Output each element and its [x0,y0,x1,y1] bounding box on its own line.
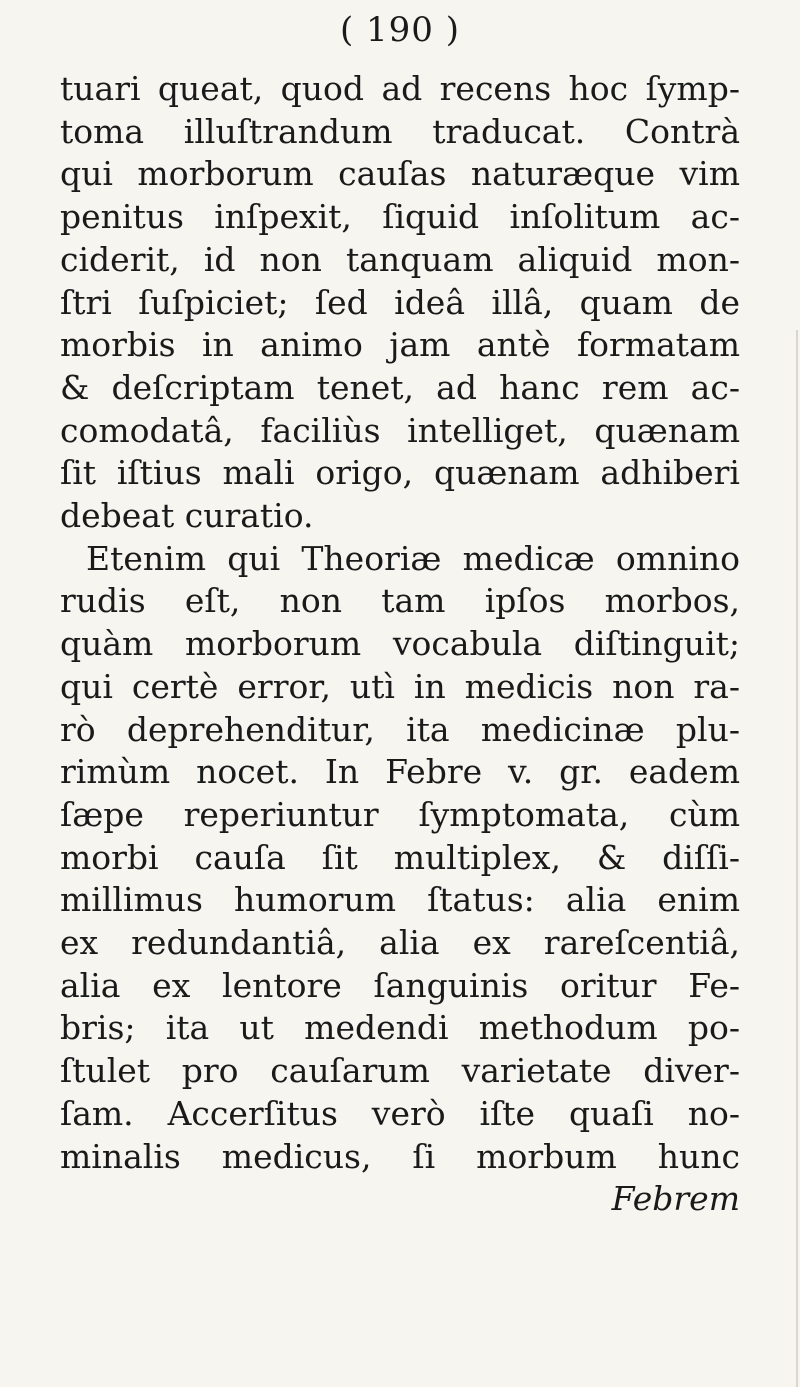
text-line: ſæpe reperiuntur ſymptomata, cùm [60,794,740,834]
catchword: Febrem [611,1179,740,1219]
text-line: morbis in animo jam antè formatam [60,325,740,365]
page-edge-shadow [796,330,798,1387]
text-line: qui morborum cauſas naturæque vim [60,154,740,194]
text-line: alia ex lentore ſanguinis oritur Fe- [60,965,740,1005]
text-line: rimùm nocet. In Febre v. gr. eadem [60,752,740,792]
text-line: ciderit, id non tanquam aliquid mon- [60,239,740,279]
text-line: minalis medicus, ſi morbum hunc [60,1136,740,1176]
page-number: ( 190 ) [339,10,461,50]
body-text [60,68,740,1221]
text-line: toma illuſtrandum traducat. Contrà [60,111,740,151]
text-line: ſit iſtius mali origo, quænam adhiberi [60,453,740,493]
text-line: & deſcriptam tenet, ad hanc rem ac- [60,367,740,407]
text-line: ſtulet pro cauſarum varietate diver- [60,1051,740,1091]
text-line: ſam. Accerſitus verò iſte quaſi no- [60,1093,740,1133]
text-line: morbi cauſa ſit multiplex, & diſſi- [60,837,740,877]
text-line: ex redundantiâ, alia ex rareſcentiâ, [60,923,740,963]
text-line: comodatâ, faciliùs intelliget, quænam [60,410,740,450]
text-line: ſtri ſuſpiciet; ſed ideâ illâ, quam de [60,282,740,322]
text-line: tuari queat, quod ad recens hoc ſymp- [60,69,740,108]
text-line: rudis eſt, non tam ipſos morbos, [60,581,740,621]
text-line: debeat curatio. [60,496,314,536]
text-line: bris; ita ut medendi methodum po- [60,1008,740,1048]
text-line: qui certè error, utì in medicis non ra- [60,666,740,706]
text-line: millimus humorum ſtatus: alia enim [60,880,740,920]
text-line: Etenim qui Theoriæ medicæ omnino [86,538,740,578]
text-line: penitus inſpexit, ſiquid inſolitum ac- [60,197,740,237]
text-line: rò deprehenditur, ita medicinæ plu- [60,709,740,749]
text-line: quàm morborum vocabula diſtinguit; [60,624,740,664]
